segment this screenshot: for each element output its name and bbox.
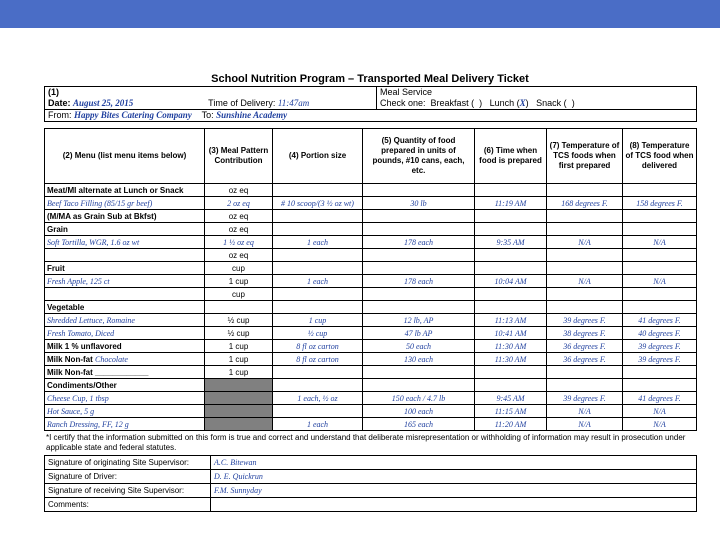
menu-item-text: Soft Tortilla, WGR, 1.6 oz wt (47, 237, 140, 247)
temp-prepared-cell[interactable] (547, 301, 623, 314)
table-row (45, 210, 697, 223)
from-to-cell (45, 110, 697, 122)
col-header-time: (6) Time when food is prepared (475, 129, 547, 184)
temp-delivered-cell[interactable]: N/A (623, 418, 697, 431)
menu-item-text: Hot Sauce, 5 g (47, 406, 95, 416)
table-row (45, 223, 697, 236)
temp-delivered-cell[interactable] (623, 210, 697, 223)
signature-label: Comments: (45, 498, 211, 512)
lunch-option[interactable]: Lunch ( (489, 98, 520, 108)
quantity-cell[interactable] (363, 249, 475, 262)
quantity-cell[interactable]: 100 each (363, 405, 475, 418)
time-cell[interactable]: 11:20 AM (475, 418, 547, 431)
signature-row (45, 498, 697, 512)
signature-value[interactable]: D. E. Quickrun (211, 470, 697, 484)
table-row (45, 249, 697, 262)
time-value[interactable]: 11:47am (277, 98, 310, 108)
time-cell[interactable]: 10:41 AM (475, 327, 547, 340)
table-row (45, 327, 697, 340)
temp-delivered-cell[interactable]: 158 degrees F. (623, 197, 697, 210)
pattern-cell[interactable]: 1 ½ oz eq (205, 236, 273, 249)
menu-item-text: Milk Non-fat (47, 354, 93, 364)
quantity-cell[interactable] (363, 210, 475, 223)
menu-item-cell[interactable] (45, 288, 205, 301)
table-row (45, 288, 697, 301)
time-cell[interactable]: 11:13 AM (475, 314, 547, 327)
menu-item-text: Meat/MI alternate at Lunch or Snack (47, 185, 184, 195)
menu-item-handwritten: Chocolate (95, 354, 128, 364)
menu-item-text: Ranch Dressing, FF, 12 g (47, 419, 129, 429)
temp-prepared-cell[interactable] (547, 210, 623, 223)
menu-item-text: (M/MA as Grain Sub at Bkfst) (47, 211, 157, 221)
quantity-cell[interactable]: 50 each (363, 340, 475, 353)
time-cell[interactable] (475, 288, 547, 301)
table-row (45, 340, 697, 353)
table-row (45, 236, 697, 249)
table-row (45, 392, 697, 405)
time-cell[interactable] (475, 262, 547, 275)
temp-prepared-cell[interactable]: 39 degrees F. (547, 314, 623, 327)
menu-table-body (45, 184, 697, 431)
table-row (45, 366, 697, 379)
signature-body (45, 456, 697, 512)
signature-row (45, 484, 697, 498)
quantity-cell[interactable]: 150 each / 4.7 lb (363, 392, 475, 405)
pattern-cell[interactable]: cup (205, 262, 273, 275)
menu-item-cell[interactable] (45, 379, 205, 392)
date-time-cell (45, 87, 377, 110)
quantity-cell[interactable]: 130 each (363, 353, 475, 366)
pattern-cell[interactable] (205, 392, 273, 405)
pattern-cell[interactable]: 2 oz eq (205, 197, 273, 210)
menu-item-text: Shredded Lettuce, Romaine (47, 315, 135, 325)
menu-item-cell[interactable] (45, 327, 205, 340)
menu-item-text: Fresh Tomato, Diced (47, 328, 115, 338)
table-row (45, 197, 697, 210)
table-row (45, 314, 697, 327)
pattern-cell[interactable]: ½ cup (205, 314, 273, 327)
snack-option[interactable]: Snack ( (536, 98, 567, 108)
pattern-cell[interactable]: oz eq (205, 210, 273, 223)
time-cell[interactable] (475, 210, 547, 223)
portion-cell[interactable] (273, 301, 363, 314)
temp-prepared-cell[interactable]: 38 degrees F. (547, 327, 623, 340)
temp-delivered-cell[interactable] (623, 262, 697, 275)
snack-close: ) (571, 98, 575, 108)
pattern-cell[interactable] (205, 301, 273, 314)
portion-cell[interactable] (273, 405, 363, 418)
quantity-cell[interactable]: 47 lb AP (363, 327, 475, 340)
temp-prepared-cell[interactable]: N/A (547, 418, 623, 431)
temp-prepared-cell[interactable]: N/A (547, 405, 623, 418)
temp-delivered-cell[interactable]: 39 degrees F. (623, 340, 697, 353)
temp-prepared-cell[interactable]: N/A (547, 275, 623, 288)
quantity-cell[interactable]: 30 lb (363, 197, 475, 210)
temp-prepared-cell[interactable] (547, 184, 623, 197)
time-cell[interactable] (475, 366, 547, 379)
time-cell[interactable] (475, 249, 547, 262)
temp-delivered-cell[interactable] (623, 184, 697, 197)
signature-label: Signature of receiving Site Supervisor: (45, 484, 211, 498)
pattern-cell[interactable] (205, 379, 273, 392)
menu-item-text: Fruit (47, 263, 65, 273)
temp-prepared-cell[interactable]: 36 degrees F. (547, 340, 623, 353)
quantity-cell[interactable] (363, 184, 475, 197)
temp-prepared-cell[interactable] (547, 288, 623, 301)
pattern-cell[interactable]: oz eq (205, 249, 273, 262)
date-value[interactable]: August 25, 2015 (73, 98, 134, 108)
signature-value[interactable]: A.C. Bitewan (211, 456, 697, 470)
pattern-cell[interactable]: 1 cup (205, 353, 273, 366)
signature-value[interactable] (211, 498, 697, 512)
table-row (45, 262, 697, 275)
quantity-cell[interactable]: 12 lb, AP (363, 314, 475, 327)
pattern-cell[interactable] (205, 418, 273, 431)
menu-item-cell[interactable] (45, 418, 205, 431)
table-row (45, 379, 697, 392)
menu-item-cell[interactable] (45, 262, 205, 275)
col-header-temp-prepared: (7) Temperature of TCS foods when first prepared (547, 129, 623, 184)
menu-item-cell[interactable] (45, 353, 205, 366)
temp-prepared-cell[interactable] (547, 262, 623, 275)
signature-row (45, 470, 697, 484)
menu-item-cell[interactable] (45, 184, 205, 197)
temp-delivered-cell[interactable]: 41 degrees F. (623, 392, 697, 405)
temp-prepared-cell[interactable] (547, 249, 623, 262)
menu-item-cell[interactable] (45, 197, 205, 210)
table-row (45, 301, 697, 314)
pattern-cell[interactable]: oz eq (205, 223, 273, 236)
col-header-portion: (4) Portion size (273, 129, 363, 184)
quantity-cell[interactable]: 178 each (363, 236, 475, 249)
certification-text: *I certify that the information submitted on this form is true and correct and understand that deliberate misrepresentation or withholding of information may result in prosecution under applicable state and federal statutes. (46, 433, 686, 452)
menu-item-text: Vegetable (47, 302, 85, 312)
quantity-cell[interactable]: 178 each (363, 275, 475, 288)
menu-item-cell[interactable] (45, 301, 205, 314)
portion-cell[interactable]: 1 each (273, 275, 363, 288)
portion-cell[interactable]: 8 fl oz carton (273, 340, 363, 353)
check-label: Check one: (380, 98, 426, 108)
quantity-cell[interactable] (363, 288, 475, 301)
col-header-quantity: (5) Quantity of food prepared in units of pounds, #10 cans, each, etc. (363, 129, 475, 184)
menu-item-cell[interactable] (45, 405, 205, 418)
temp-delivered-cell[interactable]: N/A (623, 236, 697, 249)
col-header-temp-delivered: (8) Temperature of TCS food when delivered (623, 129, 697, 184)
portion-cell[interactable]: ½ cup (273, 327, 363, 340)
time-cell[interactable]: 11:30 AM (475, 340, 547, 353)
menu-item-cell[interactable] (45, 223, 205, 236)
table-row (45, 405, 697, 418)
temp-delivered-cell[interactable] (623, 288, 697, 301)
temp-prepared-cell[interactable]: N/A (547, 236, 623, 249)
menu-item-text: Beef Taco Filling (85/15 gr beef) (47, 198, 153, 208)
quantity-cell[interactable] (363, 301, 475, 314)
signature-label: Signature of Driver: (45, 470, 211, 484)
temp-prepared-cell[interactable] (547, 379, 623, 392)
from-value[interactable]: Happy Bites Catering Company (74, 110, 192, 120)
portion-cell[interactable]: 1 each (273, 418, 363, 431)
temp-delivered-cell[interactable] (623, 366, 697, 379)
meal-service-cell (377, 87, 697, 110)
menu-item-text: Condiments/Other (47, 380, 117, 390)
pattern-cell[interactable]: 1 cup (205, 340, 273, 353)
breakfast-option[interactable]: Breakfast ( (430, 98, 475, 108)
pattern-cell[interactable]: 1 cup (205, 366, 273, 379)
menu-item-cell[interactable] (45, 392, 205, 405)
temp-delivered-cell[interactable]: N/A (623, 405, 697, 418)
temp-prepared-cell[interactable]: 168 degrees F. (547, 197, 623, 210)
quantity-cell[interactable] (363, 223, 475, 236)
table-row (45, 418, 697, 431)
lunch-mark: X (519, 98, 526, 108)
date-label: Date: (48, 98, 71, 108)
table-row (45, 184, 697, 197)
portion-cell[interactable]: 1 cup (273, 314, 363, 327)
portion-cell[interactable] (273, 184, 363, 197)
section-number: (1) (48, 87, 59, 97)
table-row (45, 353, 697, 366)
portion-cell[interactable] (273, 366, 363, 379)
menu-item-cell[interactable] (45, 249, 205, 262)
time-cell[interactable] (475, 301, 547, 314)
time-cell[interactable] (475, 223, 547, 236)
signature-table (44, 455, 697, 512)
portion-cell[interactable] (273, 249, 363, 262)
table-row (45, 275, 697, 288)
menu-item-cell[interactable] (45, 275, 205, 288)
time-cell[interactable]: 11:19 AM (475, 197, 547, 210)
meal-service-label: Meal Service (380, 87, 433, 97)
menu-item-text: Grain (47, 224, 68, 234)
portion-cell[interactable]: # 10 scoop/(3 ½ oz wt) (273, 197, 363, 210)
time-cell[interactable]: 11:15 AM (475, 405, 547, 418)
lunch-close: ) (525, 98, 529, 108)
time-cell[interactable] (475, 184, 547, 197)
delivery-ticket (44, 72, 696, 512)
portion-cell[interactable] (273, 210, 363, 223)
quantity-cell[interactable] (363, 379, 475, 392)
temp-delivered-cell[interactable]: 40 degrees F. (623, 327, 697, 340)
menu-item-cell[interactable] (45, 340, 205, 353)
col-header-pattern: (3) Meal Pattern Contribution (205, 129, 273, 184)
time-cell[interactable]: 9:35 AM (475, 236, 547, 249)
menu-item-text: Cheese Cup, 1 tbsp (47, 393, 109, 403)
header-block (44, 86, 697, 122)
temp-delivered-cell[interactable] (623, 249, 697, 262)
menu-item-cell[interactable] (45, 314, 205, 327)
menu-item-text: Milk Non-fat ____________ (47, 367, 149, 377)
portion-cell[interactable]: 1 each, ½ oz (273, 392, 363, 405)
to-label: To: (201, 110, 214, 120)
time-cell[interactable]: 9:45 AM (475, 392, 547, 405)
menu-item-text: Milk 1 % unflavored (47, 341, 122, 351)
menu-item-text: Fresh Apple, 125 ct (47, 276, 110, 286)
signature-value[interactable]: F.M. Sunnyday (211, 484, 697, 498)
breakfast-close: ) (479, 98, 483, 108)
top-band (0, 0, 720, 28)
from-label: From: (48, 110, 72, 120)
pattern-cell[interactable]: 1 cup (205, 275, 273, 288)
portion-cell[interactable] (273, 223, 363, 236)
temp-delivered-cell[interactable]: 41 degrees F. (623, 314, 697, 327)
portion-cell[interactable] (273, 288, 363, 301)
menu-item-cell[interactable] (45, 366, 205, 379)
pattern-cell[interactable] (205, 405, 273, 418)
temp-delivered-cell[interactable] (623, 379, 697, 392)
portion-cell[interactable] (273, 262, 363, 275)
time-cell[interactable]: 11:30 AM (475, 353, 547, 366)
signature-row (45, 456, 697, 470)
temp-prepared-cell[interactable] (547, 366, 623, 379)
time-cell[interactable]: 10:04 AM (475, 275, 547, 288)
portion-cell[interactable] (273, 379, 363, 392)
time-label: Time of Delivery: (208, 98, 276, 108)
col-header-menu: (2) Menu (list menu items below) (45, 129, 205, 184)
menu-item-cell[interactable] (45, 210, 205, 223)
time-cell[interactable] (475, 379, 547, 392)
menu-table (44, 128, 697, 431)
temp-delivered-cell[interactable] (623, 301, 697, 314)
temp-prepared-cell[interactable]: 36 degrees F. (547, 353, 623, 366)
menu-item-cell[interactable] (45, 236, 205, 249)
to-value[interactable]: Sunshine Academy (216, 110, 288, 120)
signature-label: Signature of originating Site Supervisor: (45, 456, 211, 470)
quantity-cell[interactable] (363, 262, 475, 275)
pattern-cell[interactable]: oz eq (205, 184, 273, 197)
quantity-cell[interactable]: 165 each (363, 418, 475, 431)
portion-cell[interactable]: 8 fl oz carton (273, 353, 363, 366)
temp-delivered-cell[interactable]: N/A (623, 275, 697, 288)
quantity-cell[interactable] (363, 366, 475, 379)
temp-delivered-cell[interactable]: 39 degrees F. (623, 353, 697, 366)
doc-title: School Nutrition Program – Transported Meal Delivery Ticket (211, 73, 529, 85)
pattern-cell[interactable]: ½ cup (205, 327, 273, 340)
portion-cell[interactable]: 1 each (273, 236, 363, 249)
temp-prepared-cell[interactable] (547, 223, 623, 236)
temp-prepared-cell[interactable]: 39 degrees F. (547, 392, 623, 405)
temp-delivered-cell[interactable] (623, 223, 697, 236)
pattern-cell[interactable]: cup (205, 288, 273, 301)
